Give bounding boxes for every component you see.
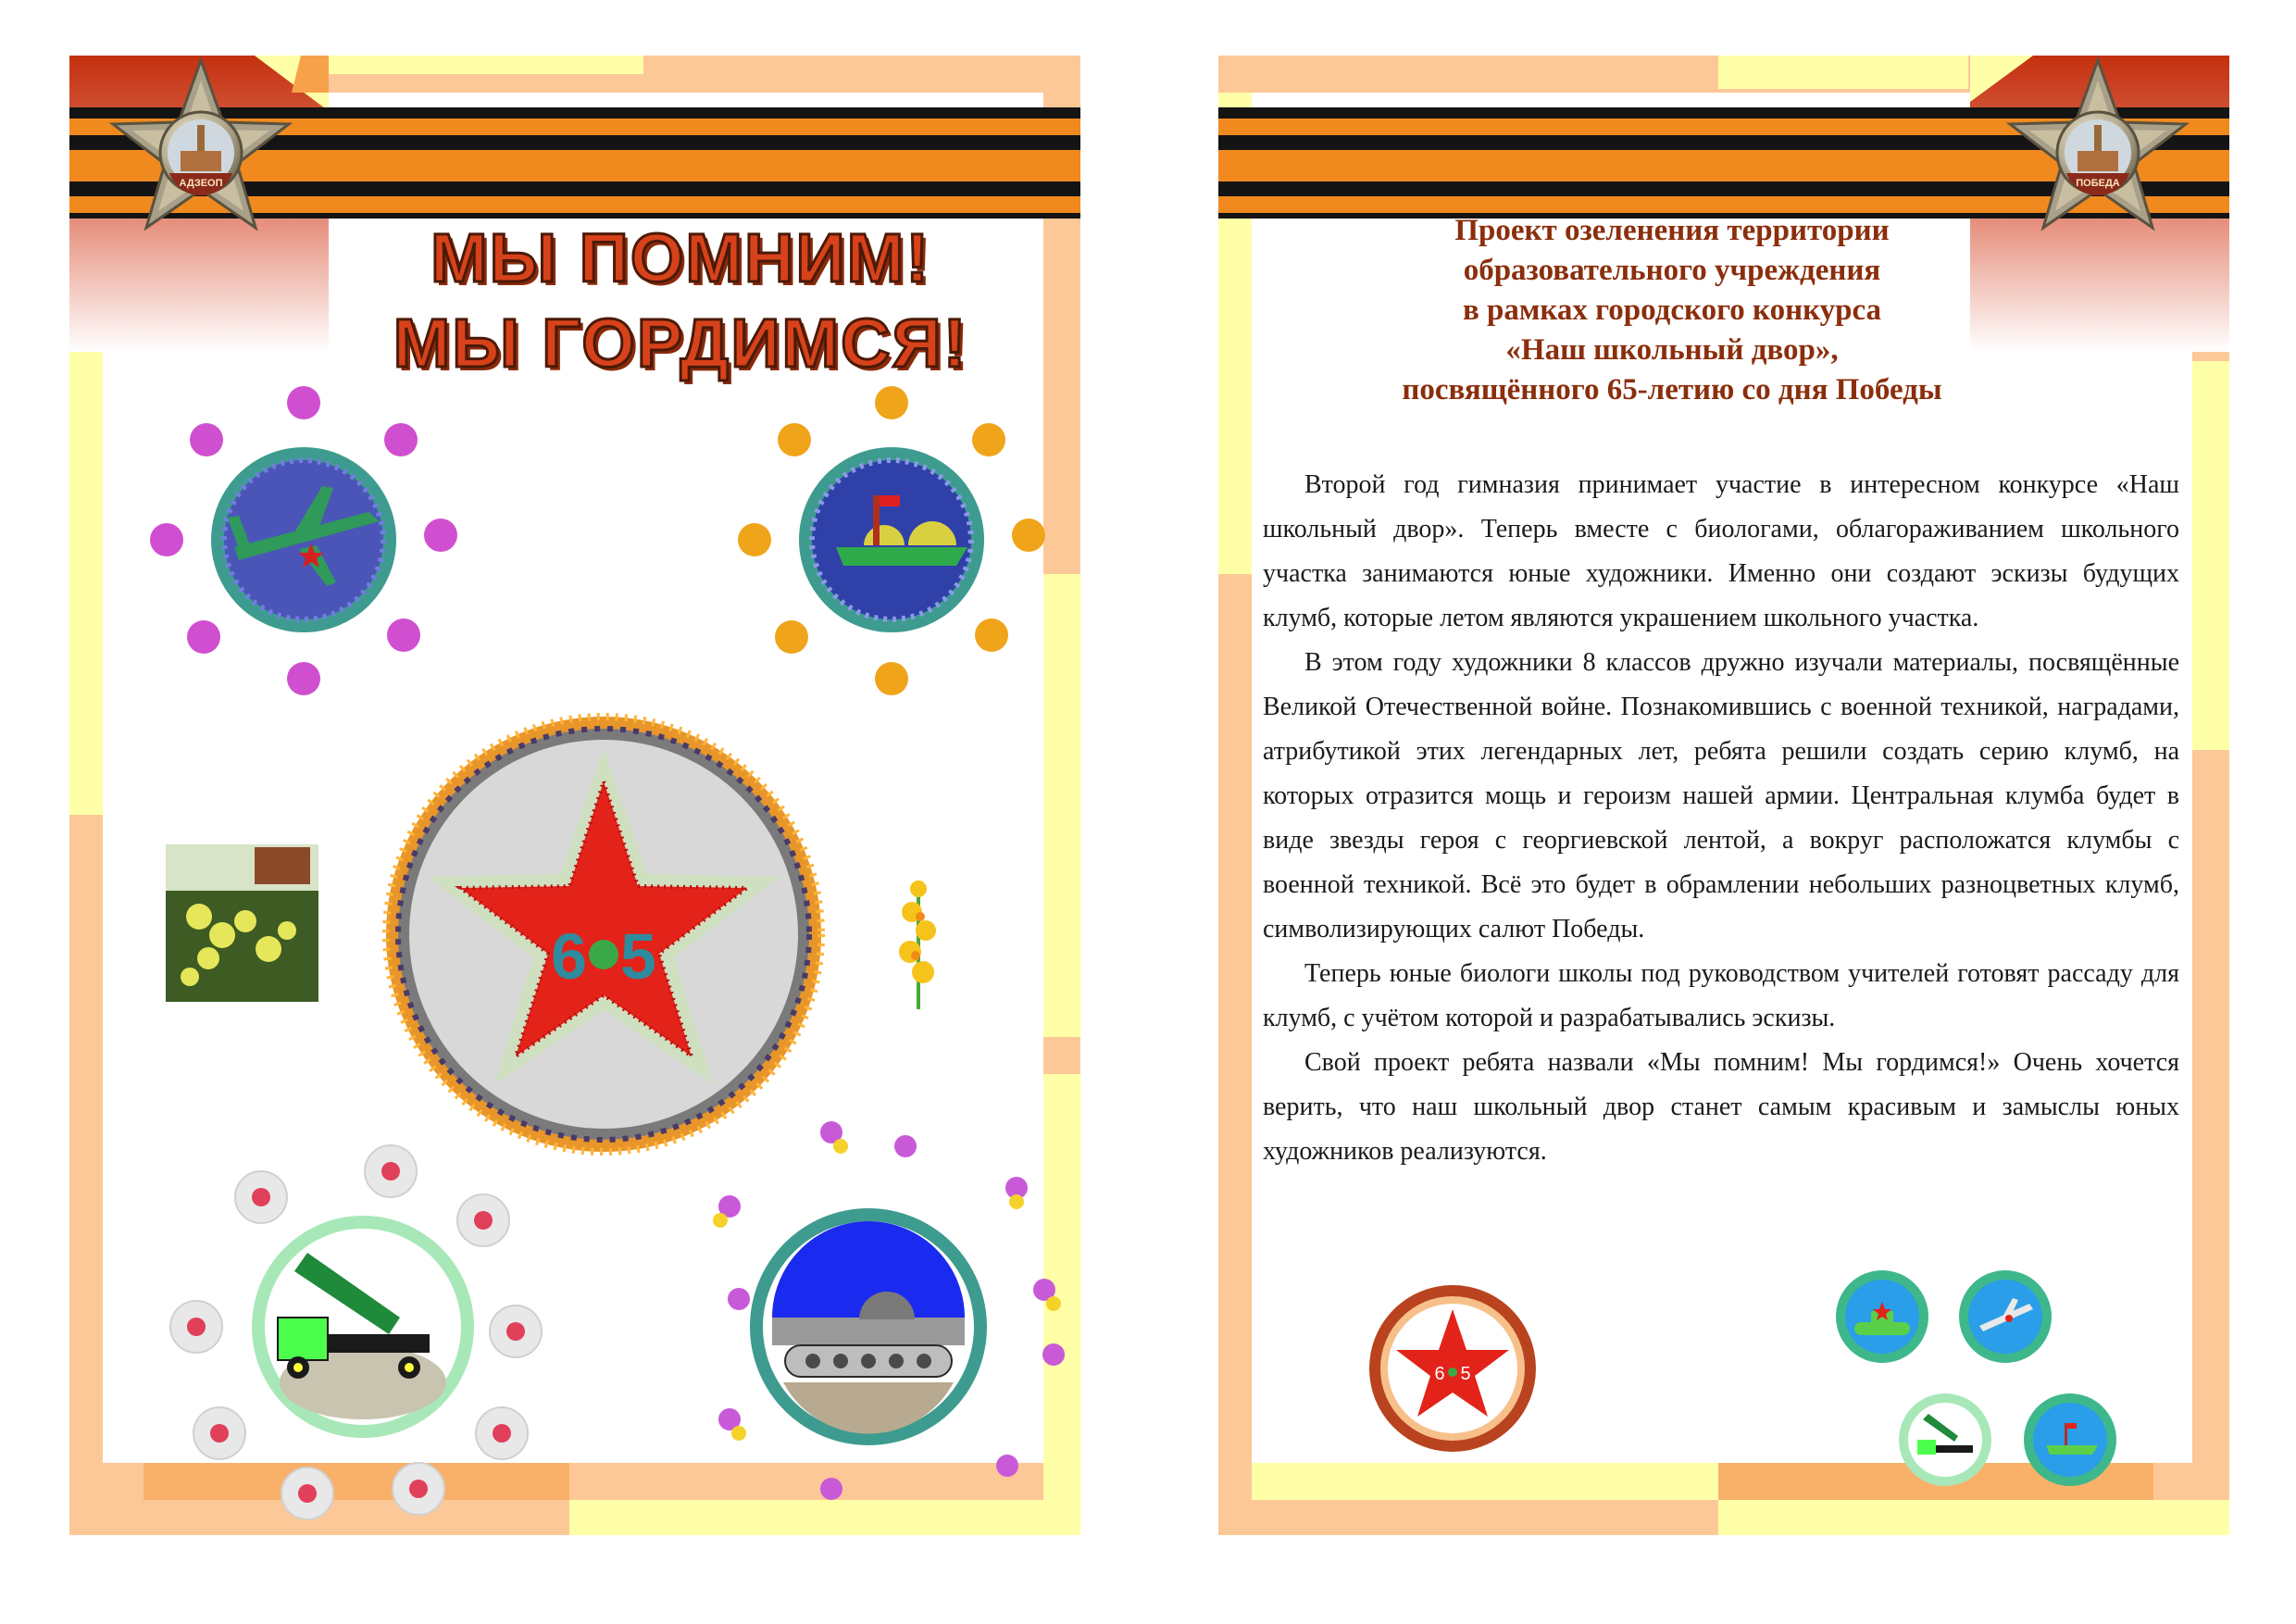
emblem-number-left: 6 (1434, 1364, 1445, 1384)
medal-text: ПОБЕДА (2076, 178, 2120, 189)
central-star-flowerbed (386, 717, 821, 1152)
star-number-left: 6 (551, 920, 587, 993)
project-title-line: «Наш школьный двор», (1505, 333, 1839, 367)
tank-flowerbed (713, 1121, 1065, 1500)
paragraph: Свой проект ребята назвали «Мы помним! Мы гордимся!» Очень хочется верить, что наш школьный двор станет самым красивым и замыслы юных художников реализуются. (1263, 1048, 2179, 1166)
ship-flowerbed (738, 386, 1045, 695)
single-flower-icon (899, 881, 936, 1009)
mini-rocket-truck-icon (1899, 1393, 1991, 1486)
medal-text: АДЗЕОП (179, 178, 223, 189)
mini-tank-icon (1836, 1270, 1928, 1363)
mini-emblems (1836, 1270, 2116, 1486)
mini-airplane-icon (1959, 1270, 2052, 1363)
paragraph: Второй год гимназия принимает участие в интересном конкурсе «Наш школьный двор». Теперь вместе с биологами, облагораживанием школьного участка занимаются юные художники. Именно они создают эскизы будущих клумб, которые летом являются украшением школьного участка. (1263, 470, 2179, 632)
bottom-emblems (1218, 56, 2229, 1535)
mini-ship-icon (2024, 1393, 2116, 1486)
star-number-right: 5 (620, 920, 656, 993)
paragraph: В этом году художники 8 классов дружно изучали материалы, посвящённые Великой Отечественной войне. Познакомившись с военной техникой, наградами, атрибутикой этих легендарных лет, ребята решили создать серию клумб, на которых отразится мощь и героизм нашей армии. Центральная клумба будет в виде звезды героя с георгиевской лентой, а вокруг расположатся клумбы с военной техникой. Всё это будет в обрамлении небольших разноцветных клумб, символизирующих салют Победы. (1263, 648, 2179, 943)
airplane-flowerbed (150, 386, 457, 695)
project-title-line: Проект озеленения территории (1454, 214, 1890, 247)
page-title-line2: МЫ ГОРДИМСЯ! (393, 305, 968, 381)
paragraph: Теперь юные биологи школы под руководством учителей готовят рассаду для клумб, с учётом которой и разрабатывались эскизы. (1263, 959, 2179, 1032)
project-title-line: посвящённого 65-летию со дня Победы (1402, 373, 1942, 406)
katyusha-flowerbed (170, 1145, 542, 1519)
project-title-line: образовательного учреждения (1463, 254, 1881, 287)
project-title-line: в рамках городского конкурса (1462, 294, 1882, 327)
page-title-line1: МЫ ПОМНИМ! (430, 219, 930, 296)
flowerbed-sketches (69, 56, 1080, 1535)
star-emblem (1369, 1285, 1536, 1452)
left-page (69, 56, 1080, 1535)
emblem-number-right: 5 (1460, 1364, 1471, 1384)
right-page (1218, 56, 2229, 1535)
snapdragon-photo (166, 844, 318, 1002)
